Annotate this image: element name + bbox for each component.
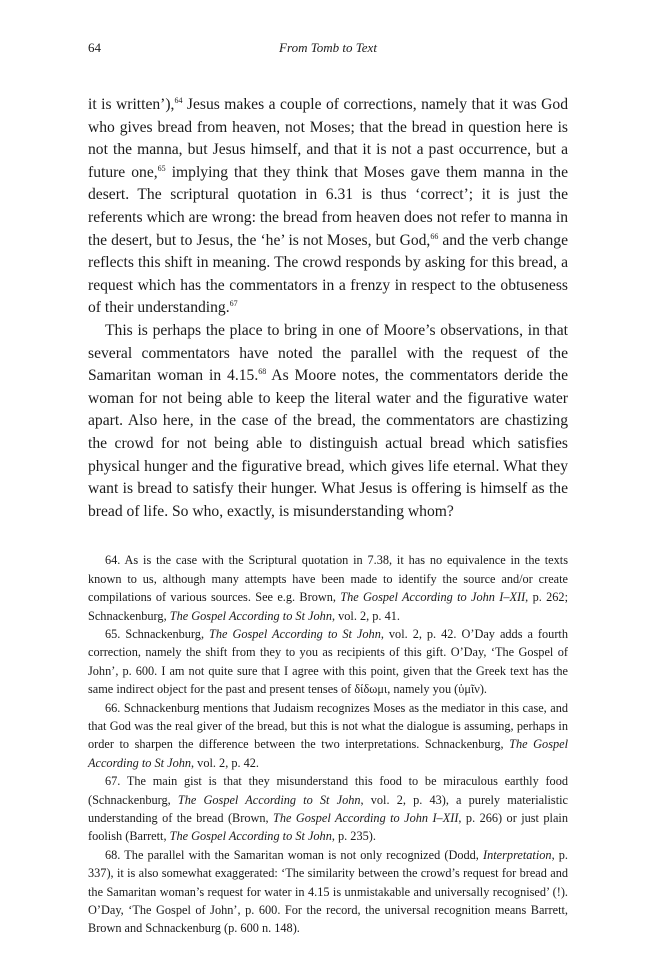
footnote-marker: 65	[157, 163, 166, 173]
footnote: 68. The parallel with the Samaritan woman is not only recognized (Dodd, Interpretation, p. 337), it is also somewhat exaggerated: ‘The similarity between the crowd’s request for bread and the Samaritan woman’s request for water in 4.15 is unmistakable and universally recognised’ (!). O’Day, ‘The Gospel of John’, p. 600. For the record, the universal recognition means Barrett, Brown and Schnackenburg (p. 600 n. 148).	[88, 847, 569, 936]
running-header	[88, 40, 568, 62]
page-number: 64	[88, 40, 101, 55]
book-title: The Gospel According to St John	[177, 792, 361, 807]
body-paragraph: it is written’),$^{64}$ Jesus makes a couple of corrections, namely that it was God who gives bread from heaven, not Moses; that the bread in question here is not the manna, but Jesus himself, and that it is not a past occurrence, but a future one,$^{65}$ implying that they think that Moses gave them manna in the desert. The scriptural quotation in 6.31 is thus ‘correct’; it is just the referents which are wrong: the bread from heaven does not refer to manna in the desert, but to Jesus, the ‘he’ is not Moses, but God,$^{66}$ and the verb change reflects this shift in meaning. The crowd responds by asking for this bread, a request which has the commentators in a frenzy in respect to the obtuseness of their understanding.$^{67}$	[88, 95, 568, 317]
book-page	[88, 40, 568, 938]
book-title: The Gospel According to John I–XII	[273, 810, 459, 825]
footnote-marker: 68	[258, 366, 267, 376]
body-paragraph: This is perhaps the place to bring in one of Moore’s observations, in that several commentators have noted the parallel with the request of the Samaritan woman in 4.15.68 As Moore notes, the commentators deride the woman for not being able to keep the literal water and the figurative water apart. Also here, in the case of the bread, the commentators are chastizing the crowd for not being able to distinguish actual bread which satisfies physical hunger and the figurative bread, which gives life eternal. What they want is bread to satisfy their hunger. What Jesus is offering is himself as the bread of life. So who, exactly, is misunderstanding whom?	[88, 321, 568, 520]
book-title: The Gospel According to St John	[209, 626, 381, 641]
book-title: The Gospel According to John I–XII	[340, 590, 526, 605]
footnote: 65. Schnackenburg, The Gospel According to St John, vol. 2, p. 42. O’Day adds a fourth correction, namely the shift from they to you as recipients of this gift. O’Day, ‘The Gospel of John’, p. 600. I am not quite sure that I agree with this point, given that the Greek text has the same indirect object for the past and present tenses of δίδωμι, namely you (ὑμῖν).	[88, 626, 568, 697]
footnotes	[88, 551, 568, 938]
footnote: 67. The main gist is that they misunderstand this food to be miraculous earthly food (Schnackenburg, The Gospel According to St John, vol. 2, p. 43), a purely materialistic understanding of the bread (Brown, The Gospel According to John I–XII, p. 266) or just plain foolish (Barrett, The Gospel According to St John, p. 235).	[88, 774, 569, 844]
book-title: Interpretation	[483, 847, 552, 862]
footnote-marker: 64	[174, 95, 183, 105]
footnote-marker: 66	[430, 231, 439, 241]
book-title: The Gospel According to St John	[88, 737, 568, 770]
book-title: The Gospel According to St John	[169, 608, 332, 623]
running-title: From Tomb to Text	[279, 40, 377, 55]
book-title: The Gospel According to St John	[169, 829, 332, 844]
footnote: 64. As is the case with the Scriptural quotation in 7.38, it has no equivalence in the texts known to us, although many attempts have been made to identify the source and/or create compilations of various sources. See e.g. Brown, The Gospel According to John I–XII, p. 262; Schnackenburg, The Gospel According to St John, vol. 2, p. 41.	[88, 553, 568, 623]
footnote: 66. Schnackenburg mentions that Judaism recognizes Moses as the mediator in this case, and that God was the real giver of the bread, but this is not what the dialogue is assuming, perhaps in order to sharpen the difference between the two interpretations. Schnackenburg, The Gospel According to St John, vol. 2, p. 42.	[88, 700, 568, 770]
body-text	[88, 94, 568, 523]
footnote-marker: 67	[229, 299, 238, 309]
